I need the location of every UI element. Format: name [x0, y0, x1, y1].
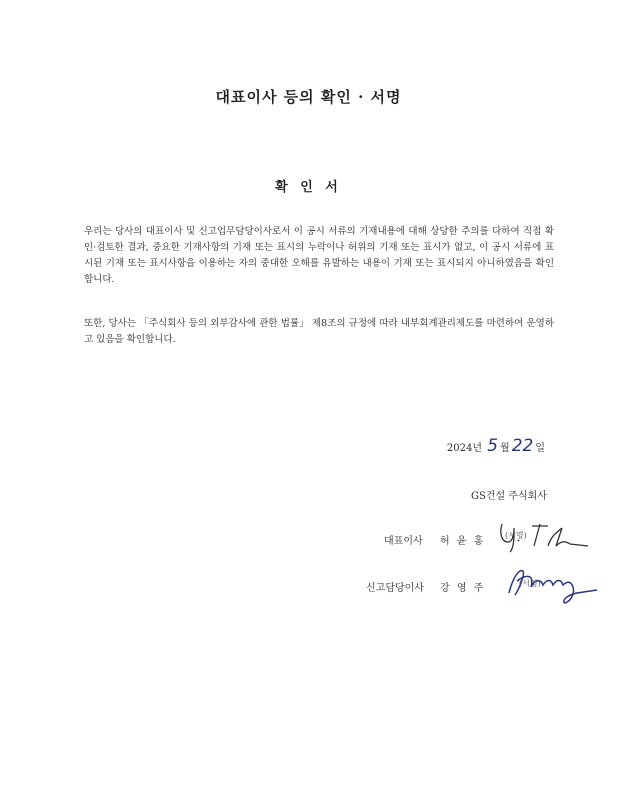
date-day-handwritten: 22: [511, 436, 534, 456]
ceo-name: 허 윤 홍: [440, 536, 486, 547]
disclosure-officer-signature: [505, 563, 605, 605]
ceo-signature: [496, 516, 596, 556]
page-title: 대표이사 등의 확인 · 서명: [215, 88, 402, 106]
disclosure-officer-name: 강 영 주: [440, 583, 486, 594]
date-year: 2024년: [446, 443, 482, 454]
ceo-role-label: 대표이사: [384, 536, 423, 547]
disclosure-officer-role-label: 신고담당이사: [366, 583, 424, 594]
date-month-handwritten: 5: [487, 436, 499, 456]
internal-control-paragraph: 또한, 당사는 「주식회사 등의 외부감사에 관한 법률」 제8조의 규정에 따라 내부회계관리제도를 마련하여 운영하고 있음을 확인합니다.: [84, 318, 554, 345]
signature-date: [447, 436, 545, 456]
document-subtitle: 확 인 서: [275, 180, 342, 195]
company-name: GS건설 주식회사: [471, 491, 547, 502]
ceo-seal-label: (서명): [505, 531, 527, 540]
disclosure-officer-seal-label: (서명): [519, 579, 541, 588]
date-day-unit: 일: [535, 443, 545, 454]
date-month-unit: 월: [500, 443, 510, 454]
confirmation-paragraph: 우리는 당사의 대표이사 및 신고업무담당이사로서 이 공시 서류의 기재내용에 대해 상당한 주의를 다하여 직접 확인·검토한 결과, 중요한 기재사항의 기재 또는 표시의 누락이나 허위의 기재 또는 표시가 없고, 이 공시 서류에 표시된 기재 또는 표시사항을 이용하는 자의 중대한 오해를 유발하는 내용이 기재 또는 표시되지 아니하였음을 확인합니다.: [84, 226, 554, 285]
